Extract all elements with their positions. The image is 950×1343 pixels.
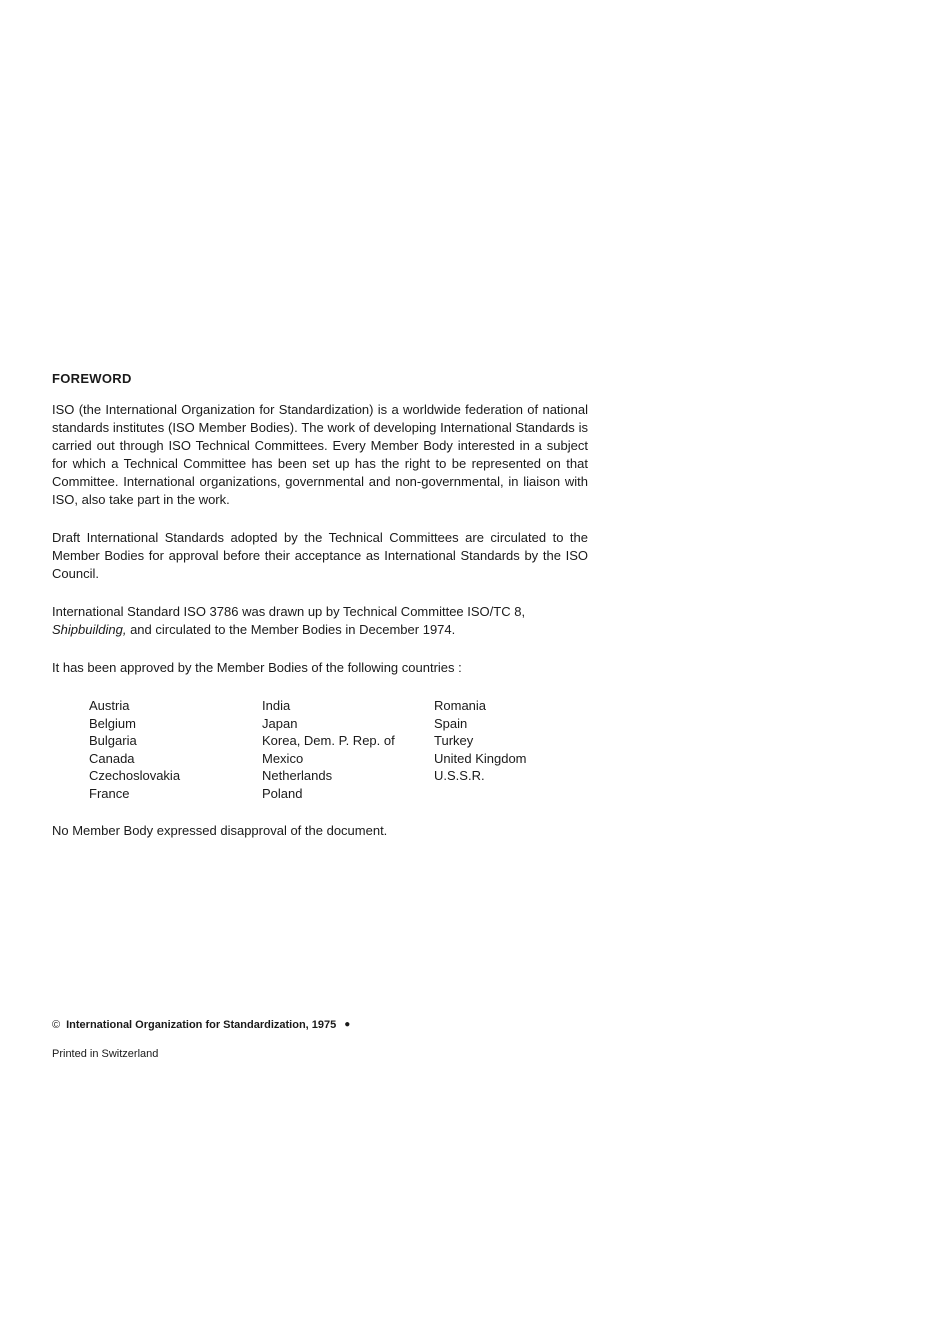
foreword-paragraph-approval: It has been approved by the Member Bodies of the following countries : (52, 660, 462, 675)
countries-column-2 (262, 697, 434, 802)
bullet-icon: ● (344, 1019, 351, 1030)
standard-text: International Standard ISO 3786 was drawn up by Technical Committee ISO/TC 8, (52, 604, 526, 619)
copyright-notice (52, 1018, 350, 1032)
countries-list (89, 697, 588, 802)
country-item: Bulgaria (89, 733, 137, 748)
country-item: Canada (89, 750, 135, 766)
copyright-text: International Organization for Standardization, 1975 (66, 1019, 337, 1031)
country-item: Spain (434, 715, 468, 731)
country-item: Belgium (89, 715, 136, 731)
foreword-section (52, 371, 588, 860)
foreword-paragraph-drafts: Draft International Standards adopted by the Technical Committees are circulated to the Member Bodies for approval before their acceptance as International Standards by the ISO Council. (52, 530, 588, 581)
country-item: Netherlands (262, 768, 333, 783)
foreword-paragraph-disapproval: No Member Body expressed disapproval of the document. (52, 823, 388, 838)
foreword-paragraph-iso: ISO (the International Organization for Standardization) is a worldwide federation of national standards institutes (ISO Member Bodies). The work of developing International Standards is carried out through ISO Technical Committees. Every Member Body interested in a subject for which a Technical Committee has been set up has the right to be represented on that Committee. International organizations, governmental and non-governmental, in liaison with ISO, also take part in the work. (52, 402, 588, 507)
country-item: Romania (434, 698, 487, 713)
foreword-paragraph-standard (52, 603, 588, 639)
country-item: Mexico (262, 750, 304, 766)
country-item: Austria (89, 698, 130, 713)
country-item: Japan (262, 715, 298, 731)
country-item: Turkey (434, 733, 474, 748)
country-item: India (262, 698, 291, 713)
country-item: France (89, 785, 130, 801)
foreword-heading: FOREWORD (52, 371, 132, 386)
country-item: U.S.S.R. (434, 768, 485, 783)
country-item: Poland (262, 785, 303, 801)
country-item: United Kingdom (434, 750, 527, 766)
countries-column-3 (434, 697, 584, 802)
standard-text-end: and circulated to the Member Bodies in December 1974. (126, 622, 456, 637)
countries-column-1 (89, 697, 262, 802)
country-item: Korea, Dem. P. Rep. of (262, 733, 395, 748)
printed-in-notice: Printed in Switzerland (52, 1048, 159, 1060)
committee-name: Shipbuilding, (52, 622, 127, 637)
copyright-icon: © (52, 1019, 61, 1031)
country-item: Czechoslovakia (89, 768, 181, 783)
